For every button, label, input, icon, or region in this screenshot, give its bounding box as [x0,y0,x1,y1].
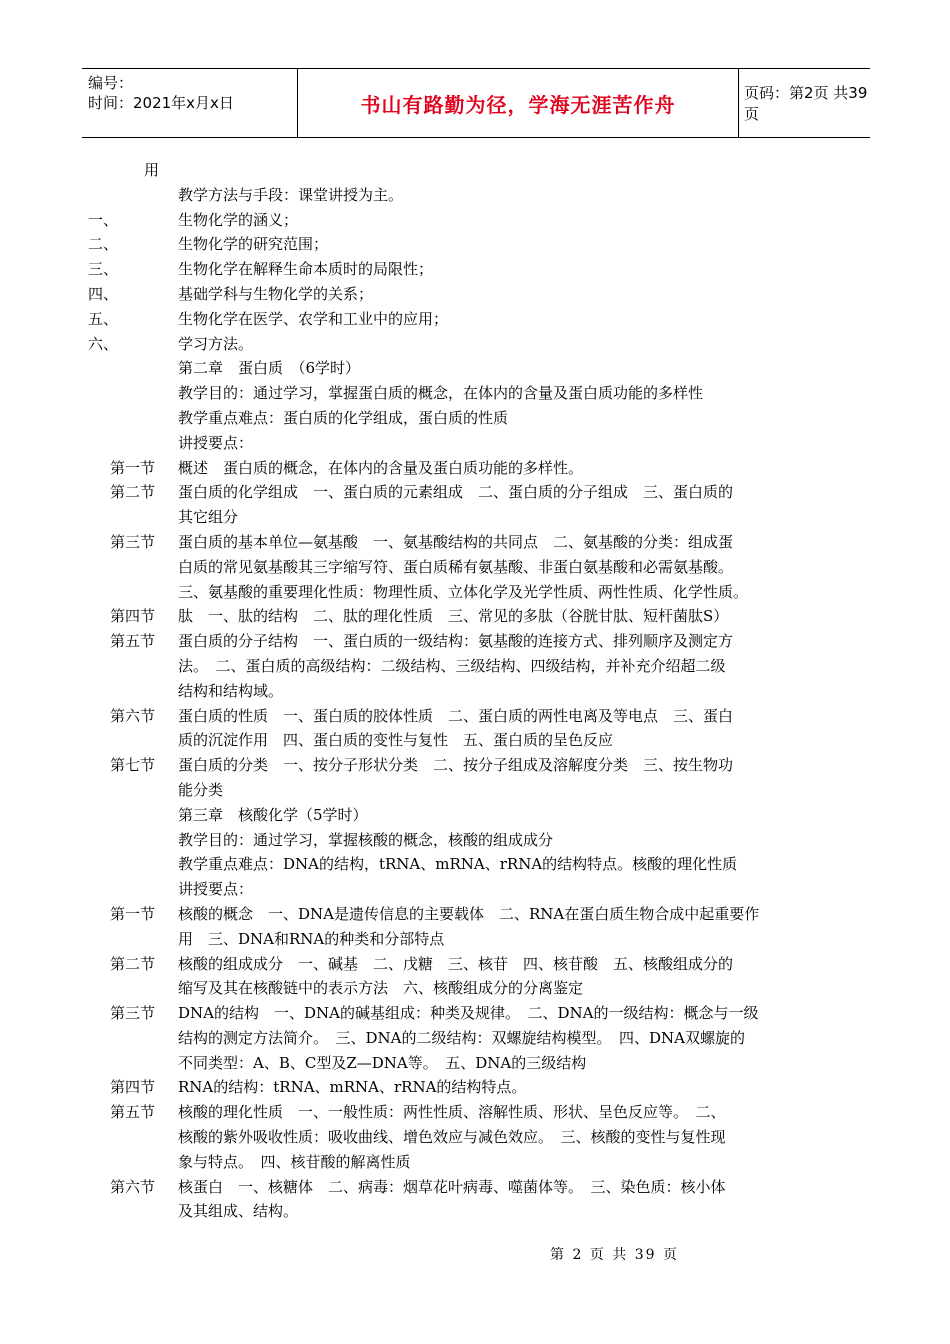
line-text: 不同类型：A、B、C型及Z—DNA等。 五、DNA的三级结构 [178,1053,587,1072]
text-line [0,208,950,233]
line-text: 象与特点。 四、核苷酸的解离性质 [178,1152,411,1171]
text-line [0,976,950,1001]
line-label: 第一节 [110,458,156,477]
text-line [0,852,950,877]
line-text: 学习方法。 [178,334,254,353]
line-text: 教学方法与手段：课堂讲授为主。 [178,185,404,204]
text-line [0,480,950,505]
line-text: DNA的结构 一、DNA的碱基组成：种类及规律。 二、DNA的一级结构：概念与一级 [178,1004,759,1023]
line-text: 教学目的：通过学习，掌握核酸的概念，核酸的组成成分 [178,830,554,849]
text-line [0,555,950,580]
text-line [0,1175,950,1200]
line-text: 法。 二、蛋白质的高级结构：二级结构、三级结构、四级结构，并补充介绍超二级 [178,656,726,675]
text-line [0,530,950,555]
text-line [0,753,950,778]
text-line [0,902,950,927]
line-label: 第六节 [110,1177,156,1196]
line-label: 第二节 [110,954,156,973]
text-line [0,877,950,902]
text-line [0,1026,950,1051]
line-label: 第二节 [110,483,156,502]
text-line [0,282,950,307]
line-label: 第三节 [110,532,156,551]
document-body [0,158,950,1224]
header-meta [88,73,292,113]
line-text: 蛋白质的基本单位—氨基酸 一、氨基酸结构的共同点 二、氨基酸的分类：组成蛋 [178,532,734,551]
line-text: 生物化学的研究范围； [178,235,329,254]
text-line [0,604,950,629]
text-line [0,332,950,357]
line-label: 五、 [88,309,119,328]
line-text: 蛋白质的分子结构 一、蛋白质的一级结构：氨基酸的连接方式、排列顺序及测定方 [178,632,734,651]
line-label: 第七节 [110,756,156,775]
line-text: 讲授要点： [178,433,254,452]
line-label: 第五节 [110,1103,156,1122]
text-line [0,307,950,332]
header-page-info: 页码：第2页 共39页 [744,84,868,123]
header-motto: 书山有路勤为径，学海无涯苦作舟 [297,69,739,137]
text-line [0,1125,950,1150]
line-text: RNA的结构：tRNA、mRNA、rRNA的结构特点。 [178,1078,527,1097]
line-text: 第三章 核酸化学（5学时） [178,805,368,824]
line-label: 第四节 [110,1078,156,1097]
line-text: 用 三、DNA和RNA的种类和分部特点 [178,929,445,948]
line-text: 核酸的组成成分 一、碱基 二、戊糖 三、核苷 四、核苷酸 五、核酸组成分的 [178,954,734,973]
line-text: 其它组分 [178,508,239,527]
line-text: 教学重点难点：蛋白质的化学组成，蛋白质的性质 [178,408,509,427]
text-line [0,1199,950,1224]
text-line [0,456,950,481]
line-label: 六、 [88,334,119,353]
line-text: 概述 蛋白质的概念，在体内的含量及蛋白质功能的多样性。 [178,458,584,477]
line-text: 白质的常见氨基酸其三字缩写符、蛋白质稀有氨基酸、非蛋白氨基酸和必需氨基酸。 [178,557,734,576]
line-text: 蛋白质的化学组成 一、蛋白质的元素组成 二、蛋白质的分子组成 三、蛋白质的 [178,483,734,502]
text-line [0,232,950,257]
line-text: 基础学科与生物化学的关系； [178,284,374,303]
text-line [0,580,950,605]
text-line [0,381,950,406]
line-text: 三、氨基酸的重要理化性质：物理性质、立体化学及光学性质、两性性质、化学性质。 [178,582,749,601]
line-text: 教学目的：通过学习，掌握蛋白质的概念，在体内的含量及蛋白质功能的多样性 [178,384,704,403]
line-text: 核酸的理化性质 一、一般性质：两性性质、溶解性质、形状、呈色反应等。 二、 [178,1103,726,1122]
text-line [0,704,950,729]
line-label: 四、 [88,284,119,303]
line-text: 能分类 [178,780,224,799]
line-label: 第六节 [110,706,156,725]
page-header [82,68,870,138]
text-line [0,927,950,952]
line-label: 三、 [88,260,119,279]
line-text: 生物化学在医学、农学和工业中的应用； [178,309,449,328]
text-line [0,1075,950,1100]
text-line [0,356,950,381]
text-line [0,431,950,456]
line-label: 第五节 [110,632,156,651]
text-line [0,1051,950,1076]
line-text: 蛋白质的分类 一、按分子形状分类 二、按分子组成及溶解度分类 三、按生物功 [178,756,734,775]
line-text: 用 [144,161,160,179]
line-text: 缩写及其在核酸链中的表示方法 六、核酸组成分的分离鉴定 [178,979,584,998]
line-text: 核酸的紫外吸收性质：吸收曲线、增色效应与减色效应。 三、核酸的变性与复性现 [178,1128,726,1147]
line-text: 肽 一、肽的结构 二、肽的理化性质 三、常见的多肽（谷胱甘肽、短杆菌肽S） [178,607,729,626]
text-line [0,1100,950,1125]
text-line [0,1001,950,1026]
text-line [0,158,950,183]
page-footer: 第 2 页 共 39 页 [550,1247,679,1263]
line-text: 教学重点难点：DNA的结构，tRNA、mRNA、rRNA的结构特点。核酸的理化性质 [178,855,738,874]
line-text: 蛋白质的性质 一、蛋白质的胶体性质 二、蛋白质的两性电离及等电点 三、蛋白 [178,706,734,725]
line-text: 生物化学的涵义； [178,210,299,229]
text-line [0,183,950,208]
text-line [0,952,950,977]
line-text: 生物化学在解释生命本质时的局限性； [178,260,434,279]
line-text: 第二章 蛋白质 （6学时） [178,359,361,378]
line-text: 核蛋白 一、核糖体 二、病毒：烟草花叶病毒、噬菌体等。 三、染色质：核小体 [178,1177,726,1196]
text-line [0,1150,950,1175]
text-line [0,505,950,530]
line-label: 第一节 [110,904,156,923]
text-line [0,679,950,704]
document-date: 时间：2021年x月x日 [88,94,234,112]
line-text: 质的沉淀作用 四、蛋白质的变性与复性 五、蛋白质的呈色反应 [178,731,614,750]
text-line [0,728,950,753]
line-label: 一、 [88,210,119,229]
line-text: 核酸的概念 一、DNA是遗传信息的主要载体 二、RNA在蛋白质生物合成中起重要作 [178,904,760,923]
line-text: 结构和结构域。 [178,681,284,700]
text-line [0,803,950,828]
text-line [0,257,950,282]
document-number-label: 编号： [88,74,134,92]
line-label: 二、 [88,235,119,254]
text-line [0,654,950,679]
line-text: 讲授要点： [178,880,254,899]
line-label: 第四节 [110,607,156,626]
line-text: 及其组成、结构。 [178,1202,299,1221]
line-label: 第三节 [110,1004,156,1023]
text-line [0,406,950,431]
line-text: 结构的测定方法简介。 三、DNA的二级结构：双螺旋结构模型。 四、DNA双螺旋的 [178,1028,745,1047]
text-line [0,629,950,654]
text-line [0,828,950,853]
text-line [0,778,950,803]
